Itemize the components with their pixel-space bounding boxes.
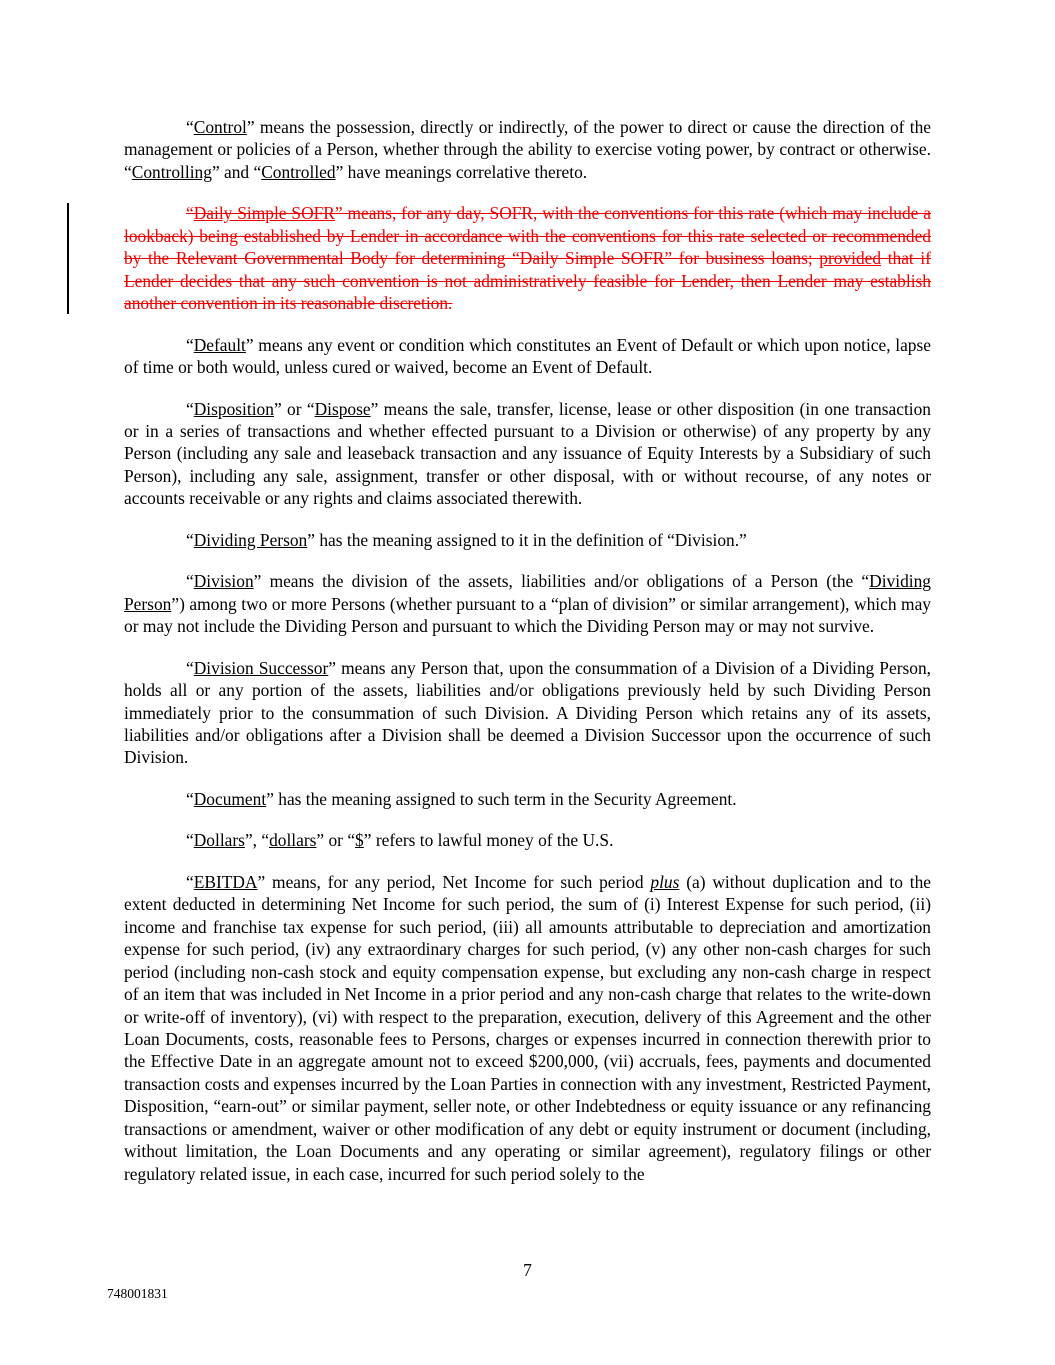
defined-term: provided [819, 248, 882, 269]
body-text: ” refers to lawful money of the U.S. [363, 830, 614, 851]
revision-change-bar [67, 203, 69, 313]
para-definition-daily-simple-sofr-deleted [124, 202, 931, 314]
body-text: ” means the division of the assets, liabilities and/or obligations of a Person (the “ [253, 571, 870, 592]
defined-term: $ [355, 830, 364, 851]
body-text: “ [186, 117, 194, 137]
document-body [124, 116, 931, 1185]
defined-term: Dispose [314, 398, 371, 419]
defined-term: plus [650, 871, 680, 892]
body-text: ” means any Person that, upon the consummation of a Division of a Dividing Person, holds all or any portion of the assets, liabilities and/or obligations previously held by such Dividing Person immediately prior to the consummation of such Division. A Dividing Person which retains any of its assets, liabilities and/or obligations after a Division shall be deemed a Division Successor upon the occurrence of such Division. [124, 657, 931, 768]
body-text: ” has the meaning assigned to it in the definition of “Division.” [307, 529, 747, 550]
para-definition-document [124, 788, 931, 810]
defined-term: Disposition [193, 398, 274, 419]
defined-term: Control [193, 117, 247, 137]
para-definition-dollars [124, 829, 931, 851]
body-text: “ [186, 571, 194, 592]
defined-term: EBITDA [193, 871, 258, 892]
body-text: “ [186, 830, 194, 851]
body-text: (a) without duplication and to the extent deducted in determining Net Income for such period, the sum of (i) Interest Expense for such period, (ii) income and franchise tax expense for such period, (iii) all amounts attributable to depreciation and amortization expense for such period, (iv) any extraordinary charges for such period, (v) any other non-cash charges for such period (including non-cash stock and equity compensation expense, but excluding any non-cash charge in respect of an item that was included in Net Income in a prior period and any non-cash charge that relates to the write-down or write-off of inventory), (vi) with respect to the preparation, execution, delivery of this Agreement and the other Loan Documents, costs, reasonable fees to Persons, charges or expenses incurred in connection therewith prior to the Effective Date in an aggregate amount not to exceed $200,000, (vii) accruals, fees, payments and documented transaction costs and expenses incurred by the Loan Parties in connection with any investment, Restricted Payment, Disposition, “earn-out” or similar payment, seller note, or other Indebtedness or equity issuance or any refinancing transactions or amendment, waiver or other modification of any debt or equity instrument or document (including, without limitation, the Loan Documents and any operating or similar agreement), regulatory filings or other regulatory related issue, in each case, incurred for such period solely to the [124, 871, 931, 1184]
body-text: ”) among two or more Persons (whether pursuant to a “plan of division” or similar arrangement), which may or may not include the Dividing Person and pursuant to which the Dividing Person may or may not survive. [124, 593, 931, 637]
defined-term: Dividing Person [193, 529, 308, 550]
body-text: “ [186, 203, 194, 224]
defined-term: Division [193, 571, 254, 592]
para-definition-dividing-person [124, 529, 931, 551]
body-text: “ [186, 871, 194, 892]
defined-term: Controlling [131, 161, 212, 182]
body-text: ” and “ [211, 161, 262, 182]
body-text: ” means, for any period, Net Income for such period [257, 871, 651, 892]
defined-term: dollars [269, 830, 317, 851]
page-number: 7 [523, 1260, 532, 1280]
body-text: “ [186, 657, 194, 678]
body-text: ” has the meaning assigned to such term in the Security Agreement. [266, 788, 737, 809]
body-text: ” or “ [316, 830, 356, 851]
para-definition-control [124, 116, 931, 183]
body-text: ”, “ [244, 830, 270, 851]
defined-term: Document [193, 788, 267, 809]
defined-term: Default [193, 334, 246, 355]
para-definition-ebitda [124, 871, 931, 1185]
body-text: that if Lender decides that any such convention is not administratively feasible for Lender, then Lender may establish another convention in its reasonable discretion. [124, 248, 931, 314]
body-text: “ [186, 529, 194, 550]
defined-term: Division Successor [193, 657, 329, 678]
body-text: ” or “ [273, 398, 315, 419]
defined-term: Controlled [261, 161, 336, 182]
body-text: ” means, for any day, SOFR, with the conventions for this rate (which may include a lookback) being established by Lender in accordance with the conventions for this rate selected or recommended by the Relevant Governmental Body for determining “Daily Simple SOFR” for business loans; [124, 203, 931, 269]
defined-term: Dividing Person [124, 571, 931, 614]
body-text: ” means the sale, transfer, license, lease or other disposition (in one transaction or in a series of transactions and whether effected pursuant to a Division or otherwise) of any property by any Person (including any sale and leaseback transaction and any issuance of Equity Interests by a Subsidiary of such Person), including any sale, assignment, transfer or other disposal, with or without recourse, of any notes or accounts receivable or any rights and claims associated therewith. [124, 398, 931, 509]
para-definition-disposition [124, 398, 931, 510]
defined-term: Daily Simple SOFR [193, 203, 335, 224]
defined-term: Dollars [193, 830, 245, 851]
para-definition-default [124, 334, 931, 379]
para-definition-division-successor [124, 657, 931, 769]
body-text: ” means any event or condition which constitutes an Event of Default or which upon notice, lapse of time or both would, unless cured or waived, become an Event of Default. [124, 334, 931, 378]
body-text: “ [186, 398, 194, 419]
para-definition-division [124, 570, 931, 637]
body-text: ” have meanings correlative thereto. [335, 161, 588, 182]
body-text: “ [186, 334, 194, 355]
body-text: ” means the possession, directly or indirectly, of the power to direct or cause the direction of the management or policies of a Person, whether through the ability to exercise voting power, by contract or otherwise. “ [124, 117, 931, 182]
body-text: “ [186, 788, 194, 809]
document-id-footer: 748001831 [107, 1286, 168, 1301]
